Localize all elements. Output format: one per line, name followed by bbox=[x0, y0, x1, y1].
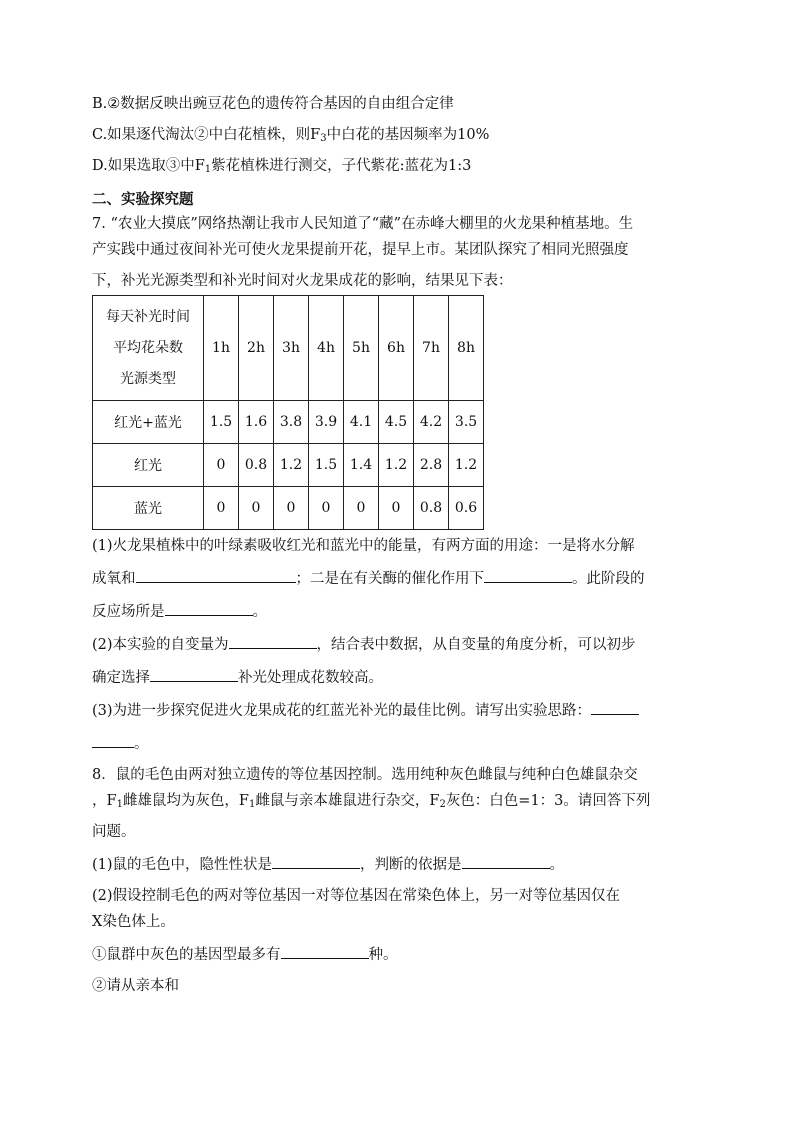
q8-part1: (1)鼠的毛色中，隐性性状是 ，判断的依据是 。 bbox=[92, 853, 704, 875]
hour-header: 7h bbox=[414, 296, 449, 401]
table-cell: 0 bbox=[204, 444, 239, 487]
answer-blank[interactable] bbox=[462, 853, 550, 869]
row-label: 蓝光 bbox=[93, 487, 204, 530]
q7-part3-line-1: (3)为进一步探究促进火龙果成花的红蓝光补光的最佳比例。请写出实验思路： bbox=[92, 699, 704, 721]
table-row bbox=[93, 487, 484, 530]
q7-part2-line-2: 确定选择 补光处理成花数较高。 bbox=[92, 666, 704, 688]
answer-blank[interactable] bbox=[229, 633, 317, 649]
table-cell: 1.5 bbox=[204, 401, 239, 444]
q7-part3-line-2: 。 bbox=[92, 732, 704, 754]
table-cell: 1.2 bbox=[449, 444, 484, 487]
option-b: B.②数据反映出豌豆花色的遗传符合基因的自由组合定律 bbox=[92, 96, 454, 112]
row-label: 红光 bbox=[93, 444, 204, 487]
option-c: C.如果逐代淘汰②中白花植株，则$F_3$中白花的基因频率为10% bbox=[92, 127, 490, 144]
option-d: D.如果选取③中$F_1$紫花植株进行测交，子代紫花:蓝花为1:3 bbox=[92, 158, 472, 175]
table-cell: 0 bbox=[344, 487, 379, 530]
hour-header: 1h bbox=[204, 296, 239, 401]
q8-part2-line-2: X染色体上。 bbox=[92, 914, 175, 930]
table-cell: 3.5 bbox=[449, 401, 484, 444]
q8-sub1: ①鼠群中灰色的基因型最多有 种。 bbox=[92, 943, 704, 965]
q7-intro-line-1: 7. “农业大摸底”网络热潮让我市人民知道了“藏”在赤峰大棚里的火龙果种植基地。生 bbox=[92, 216, 634, 232]
table-header-row bbox=[93, 296, 484, 401]
answer-blank[interactable] bbox=[281, 943, 369, 959]
table-corner-header: 每天补光时间 平均花朵数 光源类型 bbox=[93, 296, 204, 401]
answer-blank[interactable] bbox=[484, 567, 572, 583]
table-cell: 0.8 bbox=[239, 444, 274, 487]
hour-header: 2h bbox=[239, 296, 274, 401]
table-cell: 0.6 bbox=[449, 487, 484, 530]
q7-intro-line-2: 产实践中通过夜间补光可使火龙果提前开花，提早上市。某团队探究了相同光照强度 bbox=[92, 242, 629, 258]
section-title: 二、实验探究题 bbox=[92, 191, 194, 208]
q8-part2-line-1: (2)假设控制毛色的两对等位基因一对等位基因在常染色体上，另一对等位基因仅在 bbox=[92, 888, 621, 904]
answer-blank[interactable] bbox=[272, 853, 360, 869]
table-cell: 4.2 bbox=[414, 401, 449, 444]
row-label: 红光+蓝光 bbox=[93, 401, 204, 444]
table-cell: 1.4 bbox=[344, 444, 379, 487]
table-cell: 4.5 bbox=[379, 401, 414, 444]
q7-part2-line-1: (2)本实验的自变量为 ，结合表中数据，从自变量的角度分析，可以初步 bbox=[92, 633, 704, 655]
table-cell: 2.8 bbox=[414, 444, 449, 487]
hour-header: 4h bbox=[309, 296, 344, 401]
table-cell: 0 bbox=[239, 487, 274, 530]
table-cell: 0 bbox=[204, 487, 239, 530]
answer-blank[interactable] bbox=[165, 600, 253, 616]
table-cell: 0 bbox=[274, 487, 309, 530]
answer-blank[interactable] bbox=[150, 666, 238, 682]
hour-header: 8h bbox=[449, 296, 484, 401]
q7-intro-line-3: 下，补光光源类型和补光时间对火龙果成花的影响，结果见下表： bbox=[92, 273, 513, 289]
table-row bbox=[93, 444, 484, 487]
q8-line-3: 问题。 bbox=[92, 824, 136, 840]
table-cell: 1.5 bbox=[309, 444, 344, 487]
table-cell: 1.2 bbox=[274, 444, 309, 487]
table-cell: 0 bbox=[379, 487, 414, 530]
answer-blank[interactable] bbox=[92, 732, 134, 748]
q8-line-2: ，$F_1$雌雄鼠均为灰色，$F_1$雌鼠与亲本雄鼠进行杂交，$F_2$灰色：白色=1：3。请回答下列 bbox=[92, 793, 651, 810]
hour-header: 5h bbox=[344, 296, 379, 401]
table-cell: 0.8 bbox=[414, 487, 449, 530]
hour-header: 3h bbox=[274, 296, 309, 401]
q7-part1-line-2: 成氧和 ；二是在有关酶的催化作用下 。此阶段的 bbox=[92, 567, 704, 589]
q8-sub2: ②请从亲本和 bbox=[92, 978, 179, 994]
light-supplement-table bbox=[92, 295, 484, 530]
table-cell: 0 bbox=[309, 487, 344, 530]
answer-blank[interactable] bbox=[136, 567, 296, 583]
table-cell: 3.9 bbox=[309, 401, 344, 444]
q7-part1-line-3: 反应场所是 。 bbox=[92, 600, 704, 622]
hour-header: 6h bbox=[379, 296, 414, 401]
table-cell: 3.8 bbox=[274, 401, 309, 444]
q7-part1-line-1: (1)火龙果植株中的叶绿素吸收红光和蓝光中的能量，有两方面的用途：一是将水分解 bbox=[92, 538, 635, 554]
answer-blank[interactable] bbox=[591, 699, 639, 715]
q8-line-1: 8．鼠的毛色由两对独立遗传的等位基因控制。选用纯种灰色雌鼠与纯种白色雄鼠杂交 bbox=[92, 767, 638, 783]
table-cell: 1.6 bbox=[239, 401, 274, 444]
document-page bbox=[92, 94, 704, 1007]
table-cell: 1.2 bbox=[379, 444, 414, 487]
table-cell: 4.1 bbox=[344, 401, 379, 444]
table-row bbox=[93, 401, 484, 444]
